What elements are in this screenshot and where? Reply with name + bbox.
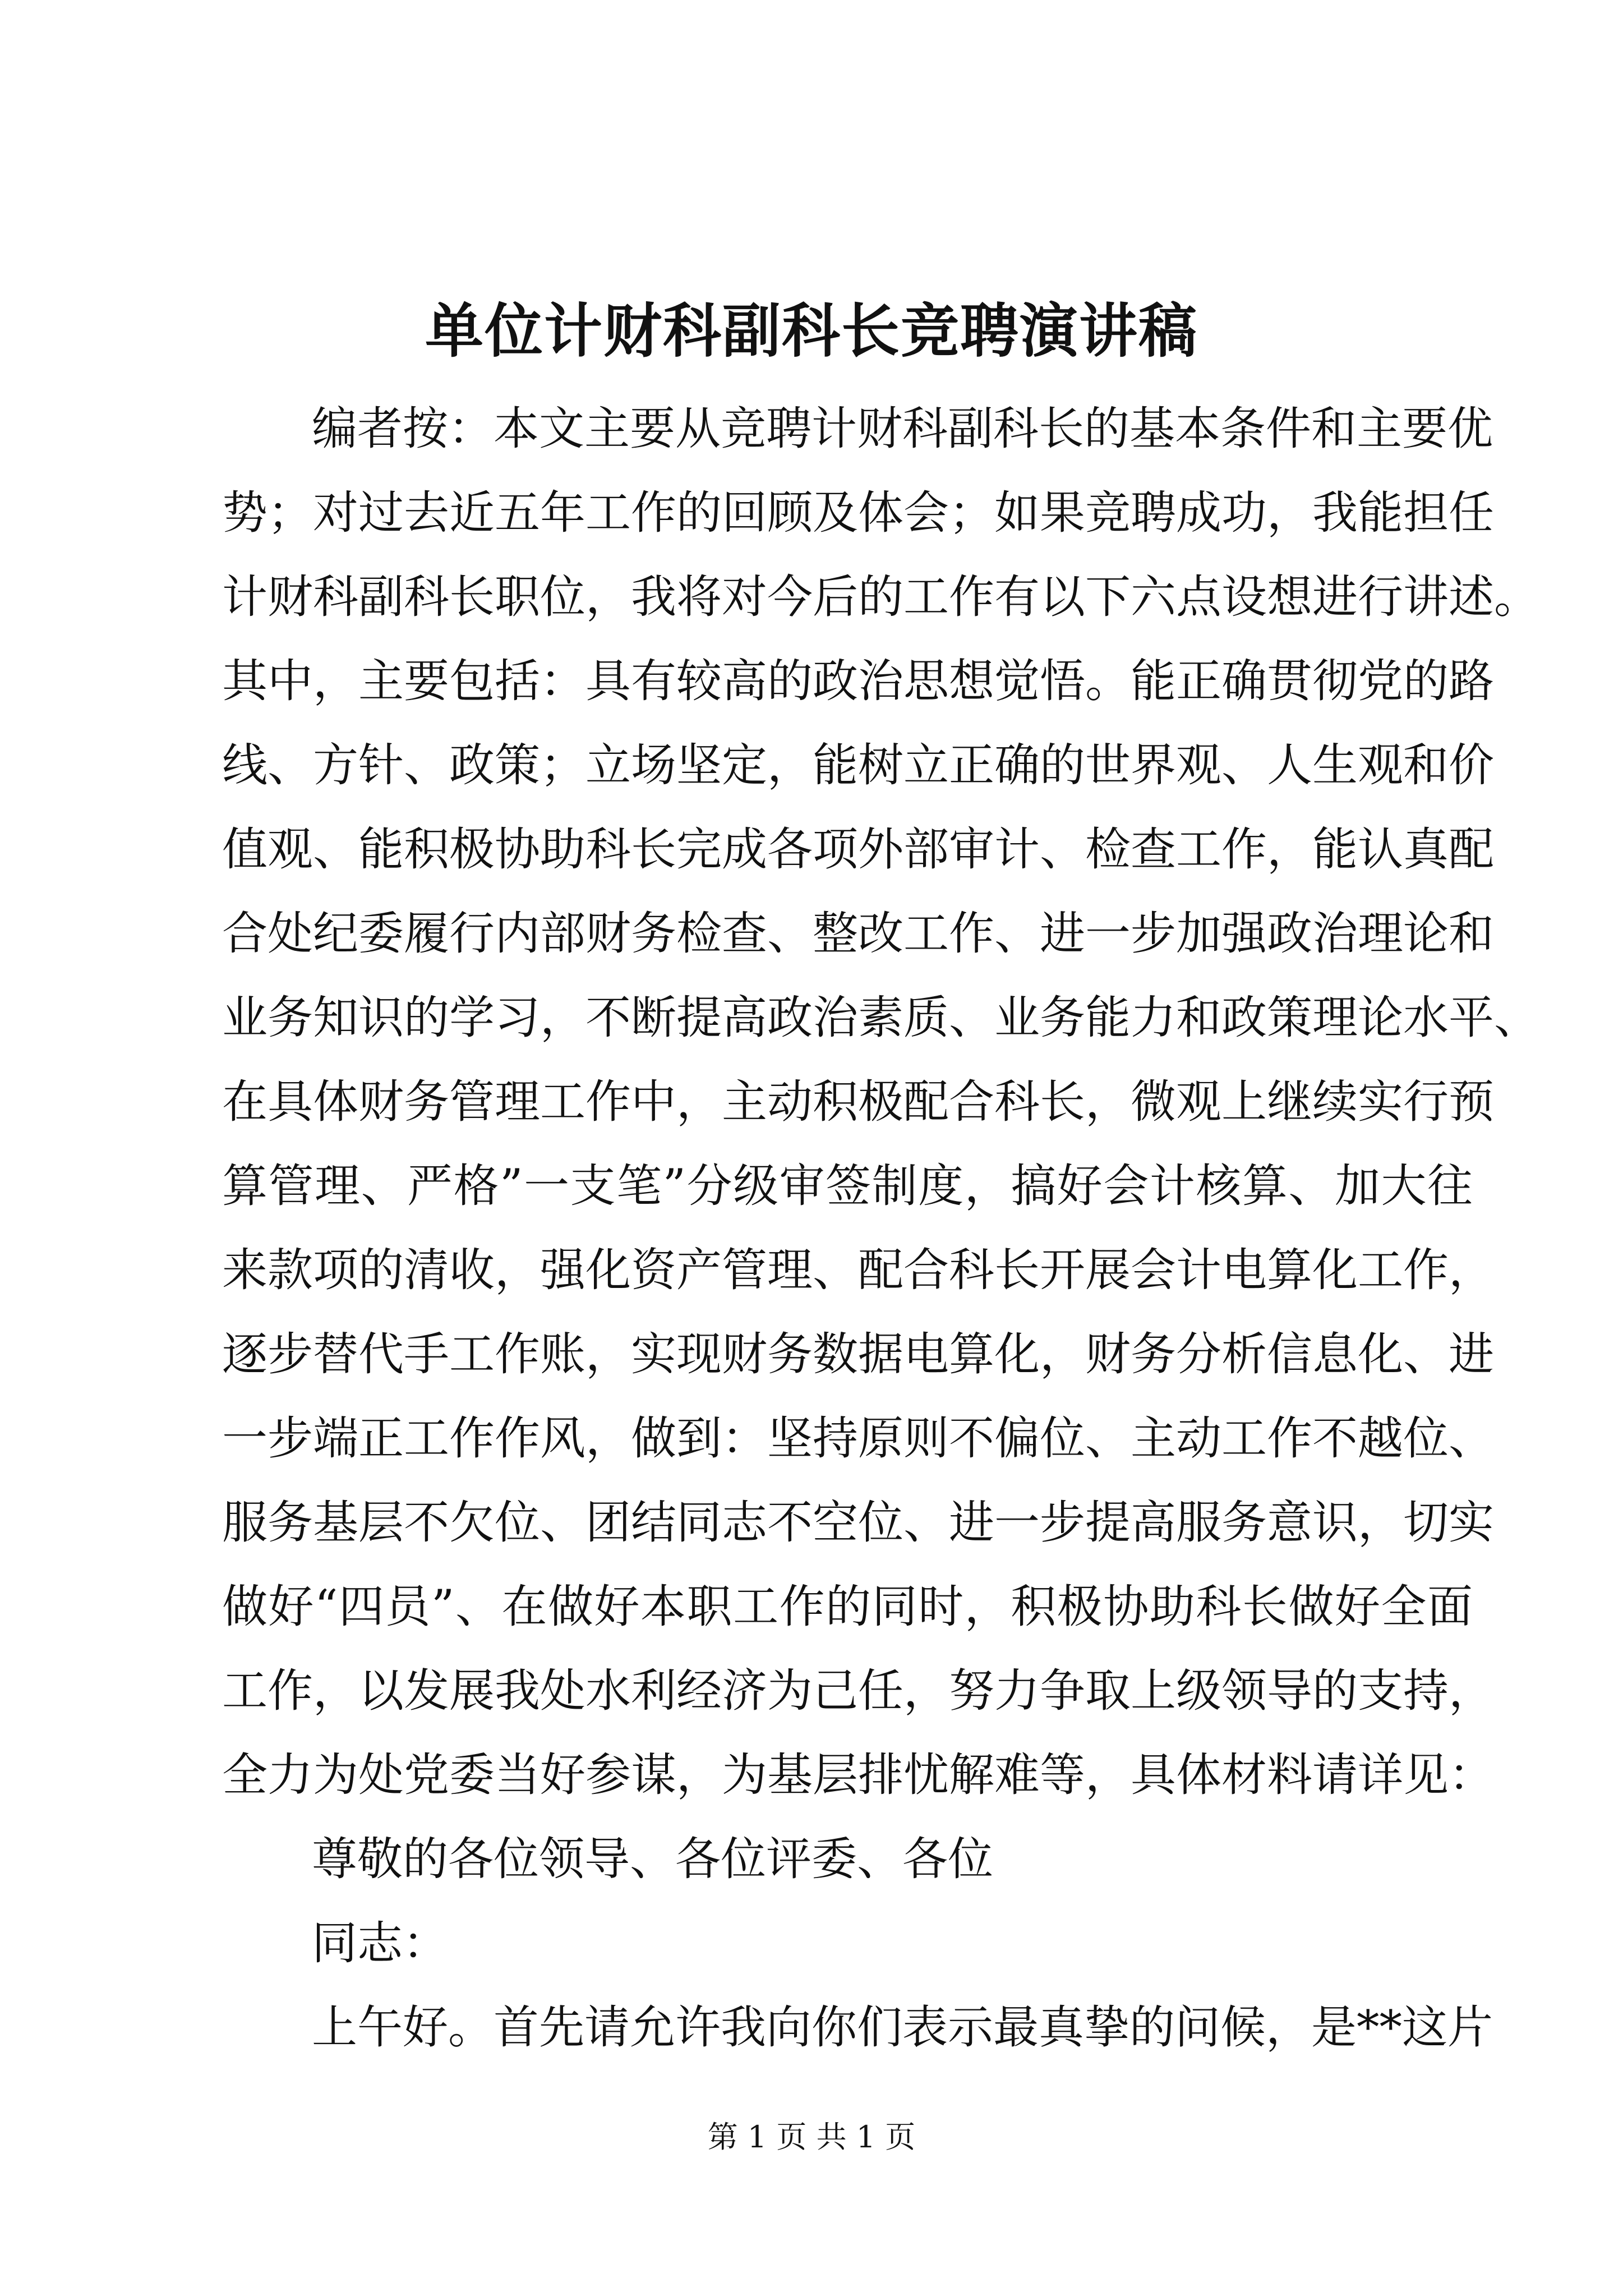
paragraph-line: 全力为处党委当好参谋，为基层排忧解难等，具体材料请详见： [222,1749,1495,1802]
paragraph-line: 服务基层不欠位、团结同志不空位、进一步提高服务意识，切实 [222,1497,1495,1549]
paragraph-line: 线、方针、政策；立场坚定，能树立正确的世界观、人生观和价 [222,739,1495,792]
paragraph-line: 业务知识的学习，不断提高政治素质、业务能力和政策理论水平、 [222,992,1540,1045]
page-footer: 第 1 页 共 1 页 [707,2119,916,2155]
paragraph-line: 一步端正工作作风，做到：坚持原则不偏位、主动工作不越位、 [222,1412,1495,1465]
salutation-line: 尊敬的各位领导、各位评委、各位 [312,1833,994,1886]
paragraph-line: 算管理、严格”一支笔”分级审签制度，搞好会计核算、加大往 [222,1160,1473,1213]
paragraph-line: 势；对过去近五年工作的回顾及体会；如果竞聘成功，我能担任 [222,487,1495,540]
paragraph-line: 合处纪委履行内部财务检查、整改工作、进一步加强政治理论和 [222,908,1495,960]
paragraph-line: 工作，以发展我处水利经济为己任，努力争取上级领导的支持， [222,1665,1495,1718]
document-title: 单位计财科副科长竞聘演讲稿 [425,296,1198,365]
paragraph-line: 做好“四员”、在做好本职工作的同时，积极协助科长做好全面 [222,1581,1473,1634]
paragraph-line: 在具体财务管理工作中，主动积极配合科长，微观上继续实行预 [222,1076,1495,1129]
paragraph-line: 其中，主要包括：具有较高的政治思想觉悟。能正确贯彻党的路 [222,655,1495,708]
paragraph-line: 计财科副科长职位，我将对今后的工作有以下六点设想进行讲述。 [222,571,1540,624]
paragraph-line: 逐步替代手工作账，实现财务数据电算化，财务分析信息化、进 [222,1328,1495,1381]
paragraph-line: 编者按：本文主要从竞聘计财科副科长的基本条件和主要优 [312,403,1493,455]
paragraph-line: 上午好。首先请允许我向你们表示最真挚的问候，是**这片 [312,2001,1493,2054]
paragraph-line: 来款项的清收，强化资产管理、配合科长开展会计电算化工作， [222,1244,1495,1297]
document-body [222,387,1540,2070]
paragraph-line: 值观、能积极协助科长完成各项外部审计、检查工作，能认真配 [222,823,1495,876]
salutation-line: 同志： [312,1917,449,1970]
